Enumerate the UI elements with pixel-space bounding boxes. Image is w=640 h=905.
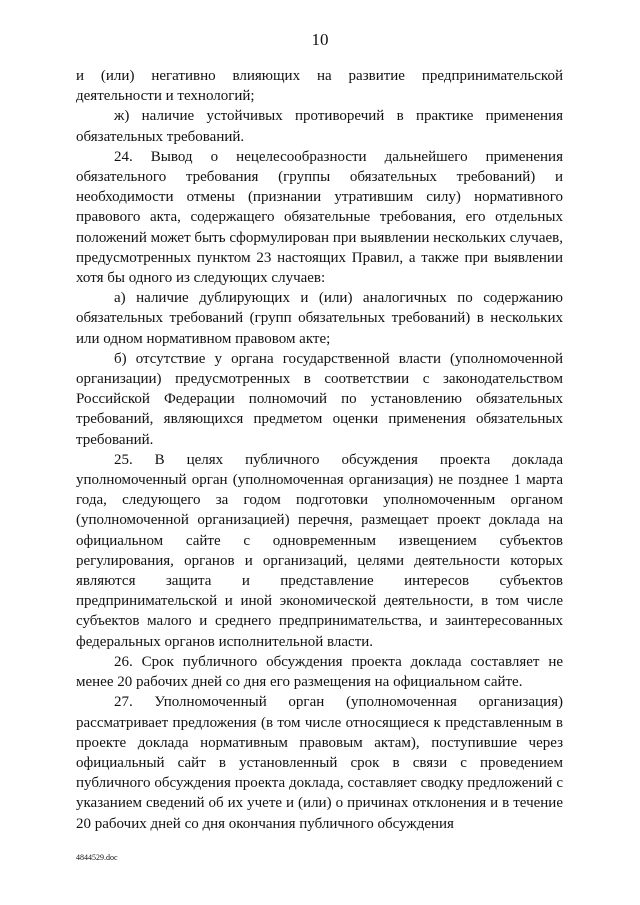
paragraph-clause-24: 24. Вывод о нецелесообразности дальнейшего применения обязательного требования (группы обязательных требований) и необходимости отмены (признании утратившим силу) нормативного правового акта, содержащего обязательные требования, его отдельных положений может быть сформулирован при выявлении нескольких случаев, предусмотренных пунктом 23 настоящих Правил, а также при выявлении хотя бы одного из следующих случаев: [76, 148, 563, 287]
paragraph-clause-26: 26. Срок публичного обсуждения проекта доклада составляет не менее 20 рабочих дней со дня его размещения на официальном сайте. [76, 653, 563, 691]
document-body [76, 66, 563, 834]
paragraph-item-zh: ж) наличие устойчивых противоречий в практике применения обязательных требований. [76, 108, 563, 145]
paragraph-item-a: а) наличие дублирующих и (или) аналогичных по содержанию обязательных требований (групп обязательных требований) в нескольких или одном нормативном правовом акте; [76, 290, 563, 347]
page-number: 10 [311, 30, 329, 49]
paragraph-clause-27: 27. Уполномоченный орган (уполномоченная организация) рассматривает предложения (в том числе относящиеся к представленным в проекте доклада нормативным правовым актам), поступившие через официальный сайт в установленный срок в связи с проведением публичного обсуждения проекта доклада, составляет сводку предложений с указанием сведений об их учете и (или) о причинах отклонения и в течение 20 рабочих дней со дня окончания публичного обсуждения [76, 694, 563, 832]
paragraph-continuation: и (или) негативно влияющих на развитие предпринимательской деятельности и технологий; [76, 68, 563, 105]
paragraph-clause-25: 25. В целях публичного обсуждения проекта доклада уполномоченный орган (уполномоченная организация) не позднее 1 марта года, следующего за годом подготовки уполномоченным органом (уполномоченной организацией) перечня, размещает проект доклада на официальном сайте с одновременным извещением субъектов регулирования, органов и организаций, целями деятельности которых являются защита и представление интересов субъектов предпринимательской и иной экономической деятельности, в том числе субъектов малого и среднего предпринимательства, и заинтересованных федеральных органов исполнительной власти. [76, 451, 563, 650]
document-file-id: 4844529.doc [76, 853, 118, 862]
paragraph-item-b: б) отсутствие у органа государственной власти (уполномоченной организации) предусмотренных в соответствии с законодательством Российской Федерации полномочий по установлению обязательных требований, являющихся предметом оценки применения обязательных требований. [76, 350, 563, 448]
